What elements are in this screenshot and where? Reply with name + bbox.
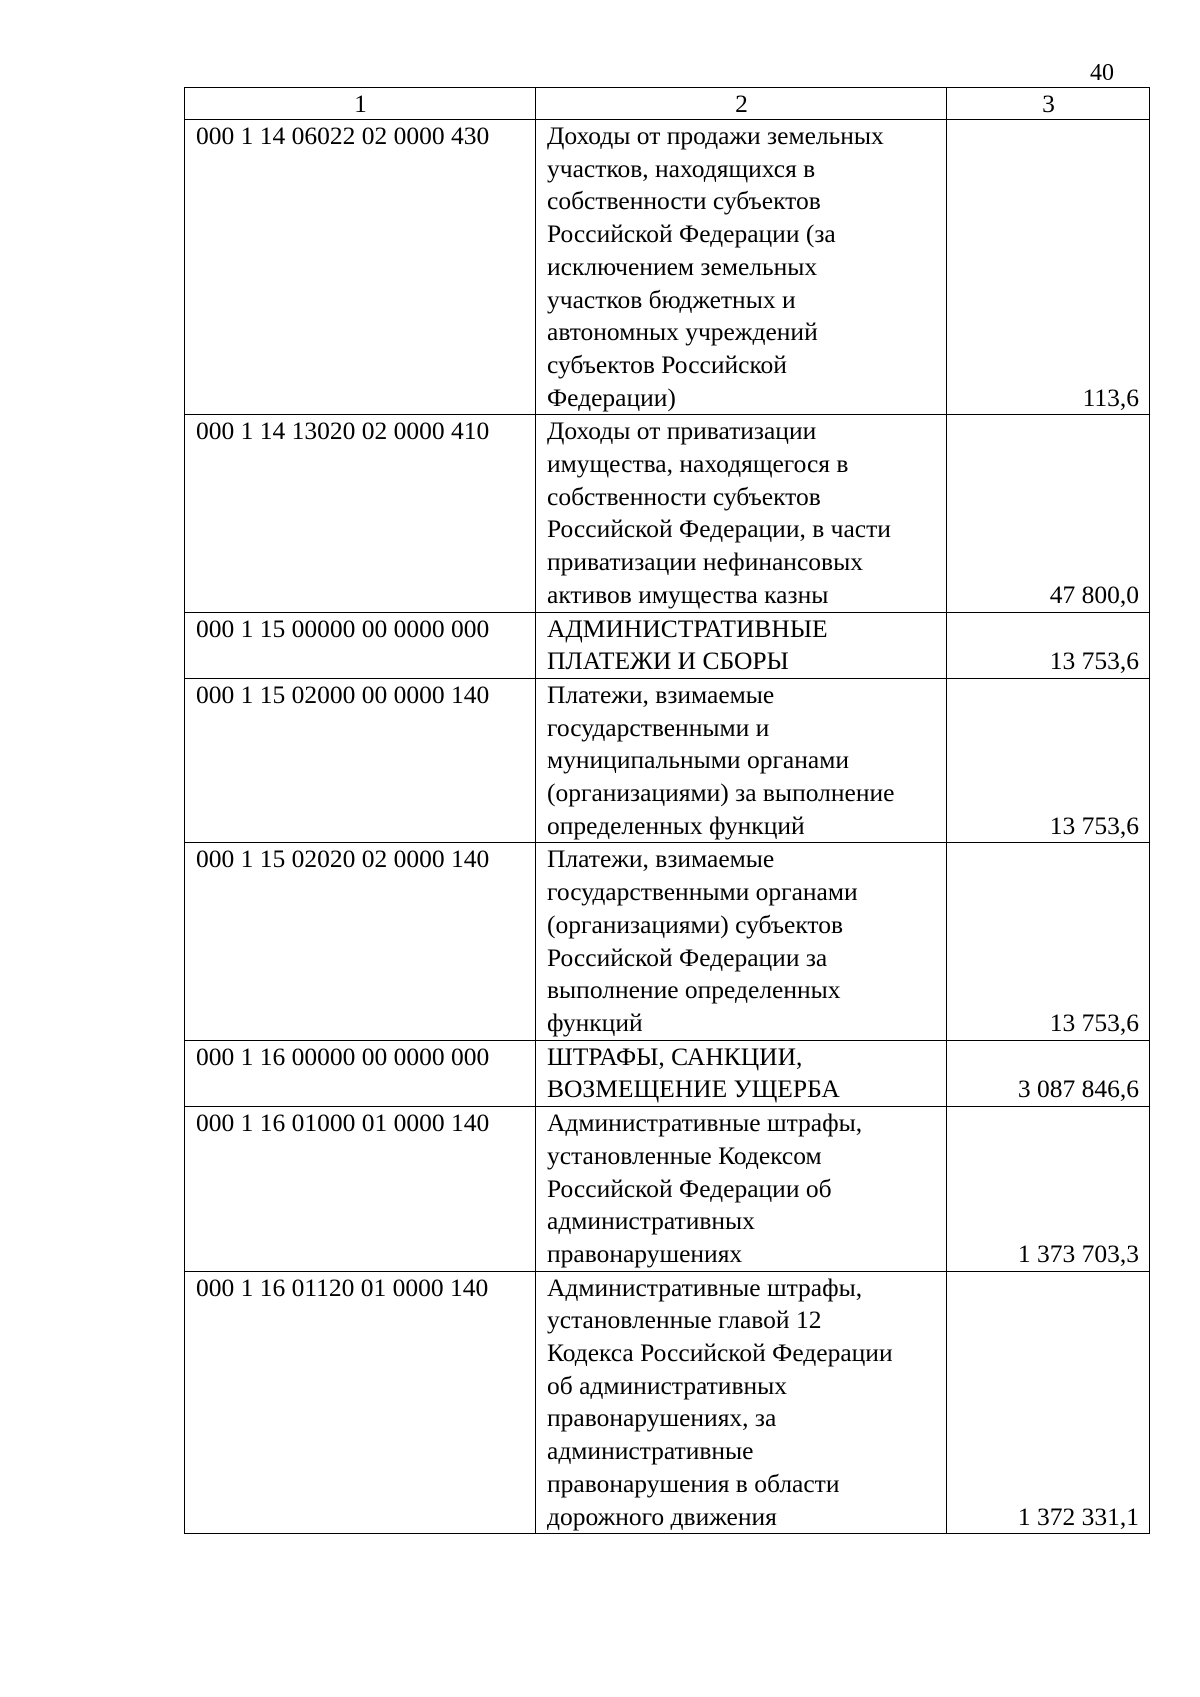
revenue-name: Платежи, взимаемые государственными и муниципальными органами (организациями) за выполнение определенных функций <box>536 678 947 843</box>
revenue-code: 000 1 16 00000 00 0000 000 <box>185 1040 536 1106</box>
revenue-amount: 113,6 <box>947 120 1150 415</box>
revenue-name: Платежи, взимаемые государственными органами (организациями) субъектов Российской Федерации за выполнение определенных функций <box>536 843 947 1040</box>
revenue-amount: 1 372 331,1 <box>947 1271 1150 1534</box>
revenue-code: 000 1 14 06022 02 0000 430 <box>185 120 536 415</box>
revenue-code: 000 1 14 13020 02 0000 410 <box>185 415 536 612</box>
table-row <box>185 843 1150 1040</box>
revenue-code: 000 1 16 01120 01 0000 140 <box>185 1271 536 1534</box>
table-row <box>185 120 1150 415</box>
page-number: 40 <box>1090 60 1114 86</box>
table-row <box>185 1107 1150 1272</box>
revenue-name: Доходы от продажи земельных участков, находящихся в собственности субъектов Российской Федерации (за исключением земельных участков бюджетных и автономных учреждений субъектов Российской Федерации) <box>536 120 947 415</box>
table-row <box>185 1040 1150 1106</box>
revenue-amount: 13 753,6 <box>947 612 1150 678</box>
budget-revenue-table <box>184 87 1150 1534</box>
revenue-amount: 3 087 846,6 <box>947 1040 1150 1106</box>
revenue-code: 000 1 15 00000 00 0000 000 <box>185 612 536 678</box>
revenue-code: 000 1 15 02000 00 0000 140 <box>185 678 536 843</box>
revenue-name: Доходы от приватизации имущества, находящегося в собственности субъектов Российской Федерации, в части приватизации нефинансовых активов имущества казны <box>536 415 947 612</box>
revenue-amount: 13 753,6 <box>947 678 1150 843</box>
table-row <box>185 1271 1150 1534</box>
column-header-name: 2 <box>536 88 947 120</box>
column-header-code: 1 <box>185 88 536 120</box>
revenue-name: Административные штрафы, установленные Кодексом Российской Федерации об административных правонарушениях <box>536 1107 947 1272</box>
revenue-code: 000 1 16 01000 01 0000 140 <box>185 1107 536 1272</box>
revenue-name: АДМИНИСТРАТИВНЫЕ ПЛАТЕЖИ И СБОРЫ <box>536 612 947 678</box>
revenue-name: Административные штрафы, установленные главой 12 Кодекса Российской Федерации об административных правонарушениях, за административные правонарушения в области дорожного движения <box>536 1271 947 1534</box>
revenue-amount: 47 800,0 <box>947 415 1150 612</box>
column-header-amount: 3 <box>947 88 1150 120</box>
revenue-amount: 1 373 703,3 <box>947 1107 1150 1272</box>
table-row <box>185 678 1150 843</box>
table-header-row <box>185 88 1150 120</box>
revenue-name: ШТРАФЫ, САНКЦИИ, ВОЗМЕЩЕНИЕ УЩЕРБА <box>536 1040 947 1106</box>
revenue-amount: 13 753,6 <box>947 843 1150 1040</box>
table-row <box>185 415 1150 612</box>
table-row <box>185 612 1150 678</box>
revenue-code: 000 1 15 02020 02 0000 140 <box>185 843 536 1040</box>
